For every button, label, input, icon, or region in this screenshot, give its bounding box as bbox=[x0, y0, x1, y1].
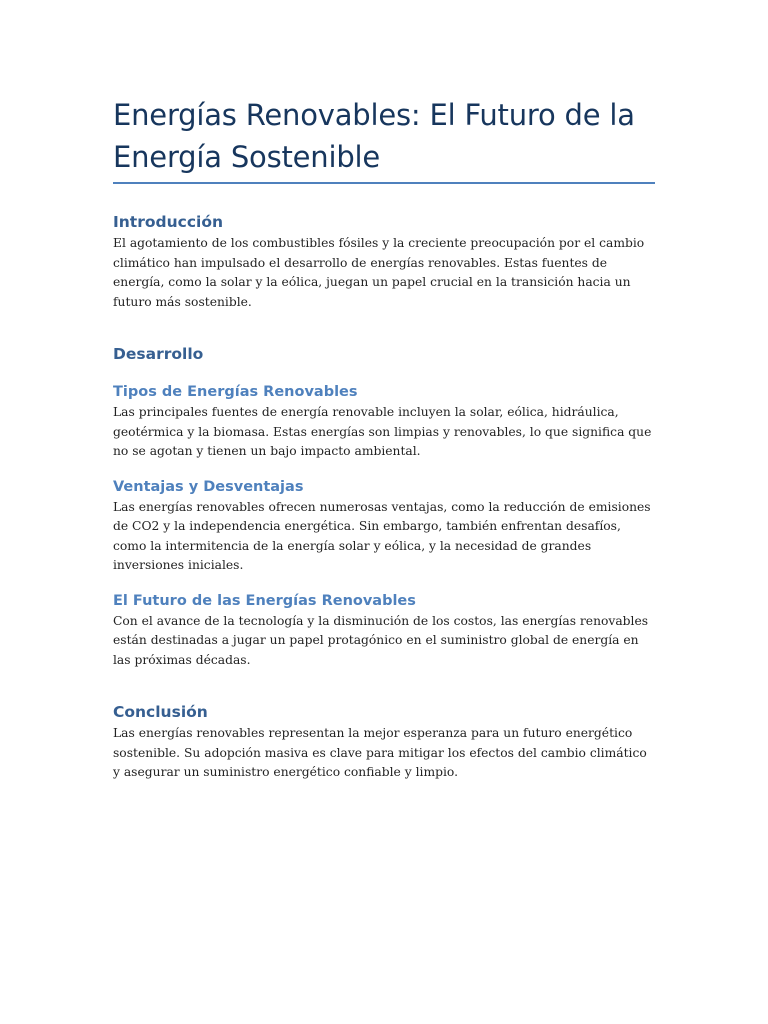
section-heading-introduction: Introducción bbox=[113, 213, 224, 231]
subsection-heading-pros-cons: Ventajas y Desventajas bbox=[113, 478, 304, 495]
subsection-heading-future: El Futuro de las Energías Renovables bbox=[113, 592, 416, 609]
section-body-introduction: El agotamiento de los combustibles fósiles y la creciente preocupación por el cambio climático han impulsado el desarrollo de energías renovables. Estas fuentes de energía, como la solar y la eólica, juegan un papel crucial en la transición hacia un futuro más sostenible. bbox=[113, 236, 645, 309]
section-body-conclusion: Las energías renovables representan la mejor esperanza para un futuro energético sostenible. Su adopción masiva es clave para mitigar los efectos del cambio climático y asegurar un suministro energético confiable y limpio. bbox=[113, 726, 647, 779]
subsection-body-types: Las principales fuentes de energía renovable incluyen la solar, eólica, hidráulica, geotérmica y la biomasa. Estas energías son limpias y renovables, lo que significa que no se agotan y tienen un bajo impacto ambiental. bbox=[113, 405, 652, 458]
section-heading-conclusion: Conclusión bbox=[113, 703, 208, 721]
subsection-body-future: Con el avance de la tecnología y la disminución de los costos, las energías renovables están destinadas a jugar un papel protagónico en el suministro global de energía en las próximas décadas. bbox=[113, 613, 649, 667]
section-heading-development: Desarrollo bbox=[113, 345, 204, 363]
document-page bbox=[113, 0, 655, 783]
subsection-heading-types: Tipos de Energías Renovables bbox=[113, 384, 358, 400]
title-underline-rule bbox=[113, 182, 655, 184]
document-title: Energías Renovables: El Futuro de la Energía Sostenible bbox=[113, 98, 635, 174]
subsection-body-pros-cons: Las energías renovables ofrecen numerosas ventajas, como la reducción de emisiones de CO2 y la independencia energética. Sin embargo, también enfrentan desafíos, como la intermitencia de la energía solar y eólica, y la necesidad de grandes inversiones iniciales. bbox=[113, 499, 651, 572]
